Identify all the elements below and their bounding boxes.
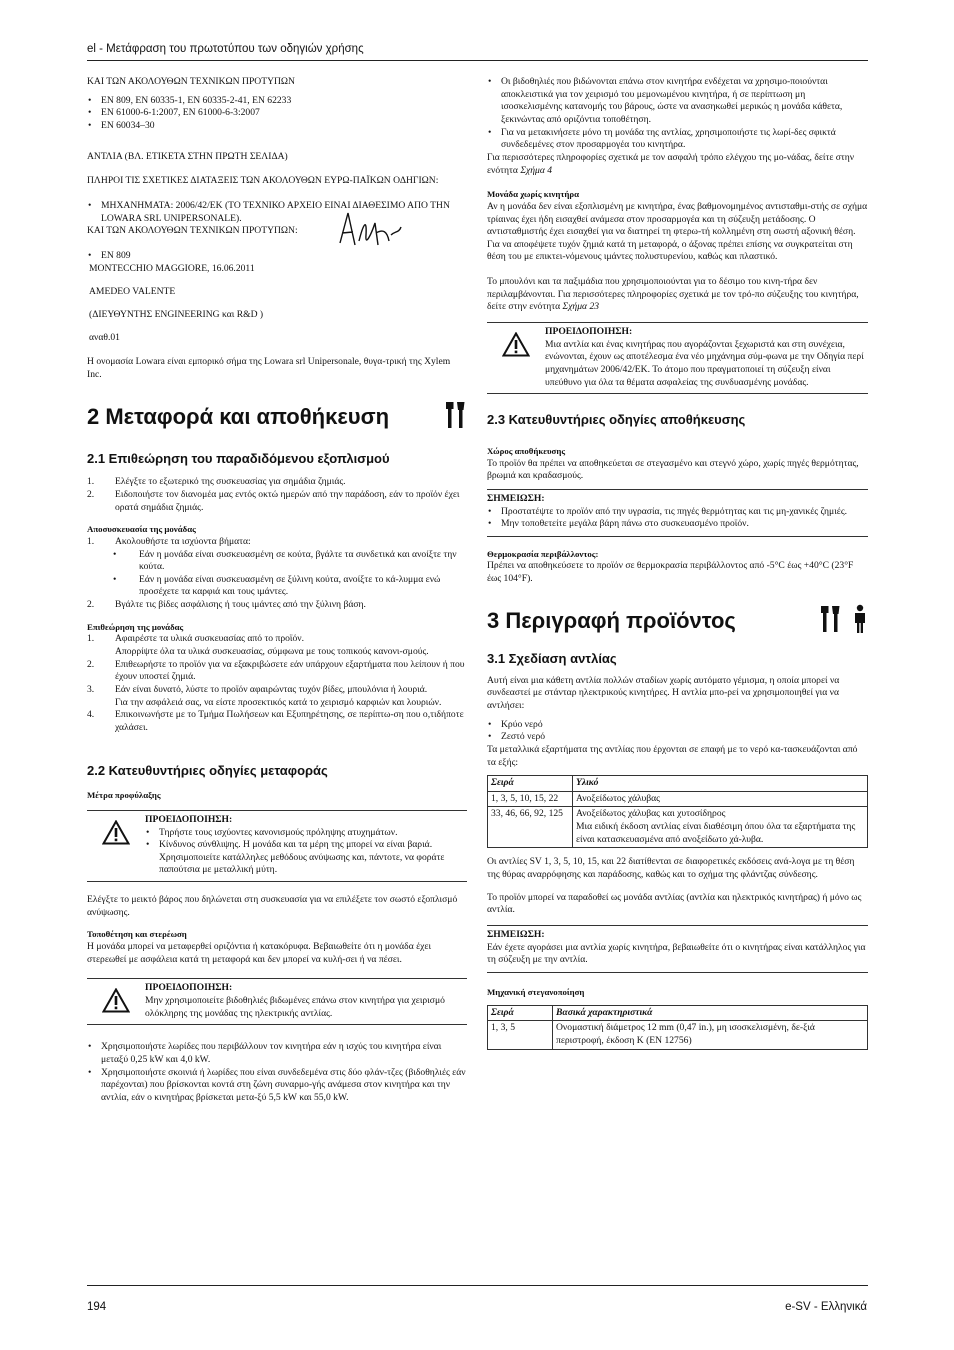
- table-header: Σειρά: [488, 776, 573, 792]
- section-2-2-title: 2.2 Κατευθυντήριες οδηγίες μεταφοράς: [87, 762, 328, 778]
- liquids-list: [487, 719, 868, 744]
- trademark-text: Η ονομασία Lowara είναι εμπορικό σήμα της Lowara srl Unipersonale, θυγα-τρική της Xylem Inc.: [87, 356, 451, 380]
- inspect-steps: [87, 633, 467, 734]
- more-info-text: Για περισσότερες πληροφορίες σχετικά με τον ασφαλή τρόπο ελέγχου της μο-νάδας, δείτε στην ενότητα Σχήμα 4: [487, 151, 855, 176]
- warning-triangle-icon: [87, 814, 145, 877]
- table-cell: 1, 3, 5: [488, 1021, 553, 1049]
- note-callout-2: [487, 925, 868, 973]
- list-item: 2. Ειδοποιήστε τον διανομέα μας εντός οκτώ ημερών από την παράδοση, εάν το προϊόν έχει ορατά σημάδια ζημιάς.: [87, 488, 460, 513]
- list-item: 1. Ακολουθήστε τα ισχύοντα βήματα:: [87, 535, 251, 547]
- signatory-name: AMEDEO VALENTE: [89, 286, 176, 298]
- table-cell: 1, 3, 5, 10, 15, 22: [488, 791, 573, 807]
- table-header: Σειρά: [488, 1005, 553, 1021]
- section-2-1-title: 2.1 Επιθεώρηση του παραδιδόμενου εξοπλισμού: [87, 450, 390, 466]
- list-item: • Κίνδυνος σύνθλιψης. Η μονάδα και τα μέρη της μπορεί να είναι βαριά. Χρησιμοποιείτε κατάλληλες μεθόδους ανύψωσης και, πάντοτε, να φοράτε παπούτσια με μεταλλική μύτη.: [159, 839, 467, 877]
- list-item: 1. Αφαιρέστε τα υλικά συσκευασίας από το προϊόν. Απορρίψτε όλα τα υλικά συσκευασίας, σύμφωνα με τους τοπικούς κανονι-σμούς.: [87, 633, 429, 658]
- metal-parts-text: Τα μεταλλικά εξαρτήματα της αντλίας που έρχονται σε επαφή με το νερό κα-τασκευάζονται από τα εξής:: [487, 743, 858, 768]
- place-date: MONTECCHIO MAGGIORE, 16.06.2011: [89, 262, 255, 274]
- note-text: Εάν έχετε αγοράσει μια αντλία χωρίς κινητήρα, βεβαιωθείτε ότι ο κινητήρας είναι κατάλληλος για τη σύζευξη με την αντλία.: [487, 941, 866, 966]
- delivery-steps: [87, 476, 467, 514]
- revision: αναθ.01: [89, 331, 120, 343]
- warning-title: ΠΡΟΕΙΔΟΠΟΙΗΣΗ:: [145, 982, 233, 994]
- right-column: [487, 76, 868, 1050]
- warning-callout-1: [87, 810, 467, 882]
- storage-text: Το προϊόν θα πρέπει να αποθηκεύεται σε στεγασμένο και στεγνό χώρο, χωρίς πηγές θερμότητας, βρωμιά και κραδασμούς.: [487, 457, 859, 482]
- variants-text: Οι αντλίες SV 1, 3, 5, 10, 15, και 22 διατίθενται σε διαφορετικές εκδόσεις ανά-λογα με τη θέση της θύρας αναρρόφησης και παράδοσης, καθώς και το σχήμα της φλάντζας σύνδεσης.: [487, 856, 855, 881]
- unpack-steps-2: [87, 599, 467, 612]
- wrench-screwdriver-icon: [445, 400, 467, 435]
- lifting-list: [87, 1041, 467, 1104]
- chapter-3-title-text: 3 Περιγραφή προϊόντος: [487, 608, 736, 634]
- lifting-list-cont: [487, 76, 868, 152]
- warning-callout-2: [87, 978, 467, 1025]
- section-2-3-title: 2.3 Κατευθυντήριες οδηγίες αποθήκευσης: [487, 412, 746, 428]
- warning-triangle-icon: [87, 982, 145, 1020]
- list-item: • Χρησιμοποιήστε σκοινιά ή λωρίδες που είναι συνδεδεμένα στις δύο φλάν-τζες (βιδοθηλιές εάν παρέχονται) που βρίσκονται κοντά στη ζώνη συναρμο-γής ανάμεσα στον κινητήρα και την αντλία, εάν ο κινητήρας βρίσκεται μετα-ξύ 5,5 kW και 55,0 kW.: [101, 1067, 467, 1105]
- temperature-heading: Θερμοκρασία περιβάλλοντος:: [487, 548, 599, 559]
- no-motor-heading: Μονάδα χωρίς κινητήρα: [487, 189, 580, 200]
- list-item: • Οι βιδοθηλιές που βιδώνονται επάνω στον κινητήρα ενδέχεται να χρησιμο-ποιούνται αποκλειστικά για τον χειρισμό του μεμονωμένου κινητήρα, ή σε περίπτωση μη ισοσκελισμένης κατανομής του βάρους, ώστε να ανασηκωθεί μερικώς η μονάδα κάθετα, ξεκινώντας από οριζόντια τοποθέτηση.: [501, 76, 868, 127]
- page-header: el - Μετάφραση του πρωτοτύπου των οδηγιών χρήσης: [87, 43, 364, 55]
- materials-table: [487, 775, 868, 848]
- positioning-heading: Τοποθέτηση και στερέωση: [87, 929, 187, 940]
- unpack-steps: [87, 536, 467, 549]
- table-header-row: [488, 776, 868, 792]
- chapter-3-title: [487, 604, 868, 639]
- list-item: • EN 60034–30: [101, 120, 467, 133]
- table-cell: Ανοξείδωτος χάλυβας και χυτοσίδηρος Μια ειδική έκδοση αντλίας είναι διαθέσιμη όπου όλα τα εξαρτήματα της είναι κατασκευασμένα από ανοξείδωτο χά-λυβα.: [573, 807, 868, 848]
- warning-callout-3: [487, 322, 868, 394]
- warning-text: Μια αντλία και ένας κινητήρας που αγοράζονται ξεχωριστά και στη συνέχεια, ενώνονται, έχουν ως αποτέλεσμα ένα νέο μηχάνημα σύμ-φωνα με την Οδηγία περί μηχανημάτων 2006/42/ΕΚ. Το άτομο που πραγματοποιεί τη σύζευξη είναι υπεύθυνο για όλα τα θέματα ασφαλείας της συνδυασμένης μονάδας.: [545, 338, 864, 388]
- list-item: • Κρύο νερό: [501, 719, 868, 732]
- standards-list: [87, 95, 467, 133]
- table-row: [488, 807, 868, 848]
- note-callout-1: [487, 489, 868, 537]
- positioning-text: Η μονάδα μπορεί να μεταφερθεί οριζόντια ή κατακόρυφα. Βεβαιωθείτε ότι η μονάδα έχει στερεωθεί με ασφάλεια κατά τη μεταφορά και δεν μπορεί να κυλή-σει ή να πέσει.: [87, 941, 432, 965]
- table-cell: Ανοξείδωτος χάλυβας: [573, 791, 868, 807]
- table-row: [488, 1021, 868, 1049]
- mechanical-seal-heading: Μηχανική στεγανοποίηση: [487, 987, 585, 998]
- list-item: 4. Επικοινωνήστε με το Τμήμα Πωλήσεων και Εξυπηρέτησης, σε περίπτω-ση που ο,τιδήποτε χαλάσει.: [87, 709, 464, 733]
- directives-intro: ΠΛΗΡΟΙ ΤΙΣ ΣΧΕΤΙΚΕΣ ΔΙΑΤΑΞΕΙΣ ΤΩΝ ΑΚΟΛΟΥΘΩΝ ΕΥΡΩ-ΠΑΪΚΩΝ ΟΔΗΓΙΩΝ:: [87, 175, 439, 187]
- pumps-line: ΑΝΤΛΙΑ (ΒΛ. ΕΤΙΚΕΤΑ ΣΤΗΝ ΠΡΩΤΗ ΣΕΛΙΔΑ): [87, 150, 288, 162]
- seal-table: [487, 1005, 868, 1050]
- signatory-role: (ΔΙΕΥΘΥΝΤΗΣ ENGINEERING και R&D ): [89, 308, 264, 320]
- storage-heading: Χώρος αποθήκευσης: [487, 445, 566, 456]
- list-item: • Τηρήστε τους ισχύοντες κανονισμούς πρόληψης ατυχημάτων.: [159, 827, 467, 840]
- list-item: • EN 809, EN 60335-1, EN 60335-2-41, EN 62233: [101, 95, 467, 108]
- design-text: Αυτή είναι μια κάθετη αντλία πολλών σταδίων χωρίς αυτόματο γέμισμα, η οποία μπορεί να συνδεαστεί με στάνταρ ηλεκτρικούς κινητήρες. Η αντλία μπο-ρεί να χρησιμοποιηθεί για να αντλήσει:: [487, 674, 840, 711]
- table-header: Βασικά χαρακτηριστικά: [553, 1005, 868, 1021]
- warning-list: [145, 827, 467, 878]
- signature-icon: [245, 205, 405, 260]
- note-list: [487, 506, 868, 531]
- precaution-heading: Μέτρα προφύλαξης: [87, 790, 161, 801]
- table-cell: 33, 46, 66, 92, 125: [488, 807, 573, 848]
- note-title: ΣΗΜΕΙΩΣΗ:: [487, 929, 545, 941]
- gross-weight-text: Ελέγξτε το μεικτό βάρος που δηλώνεται στη συσκευασία για να επιλέξετε τον σωστό εξοπλισμό ανύψωσης.: [87, 894, 458, 918]
- supply-text: Το προϊόν μπορεί να παραδοθεί ως μονάδα αντλίας (αντλία και ηλεκτρικός κινητήρας) ή μόνο ως αντλία.: [487, 891, 862, 916]
- list-item: • Εάν η μονάδα είναι συσκευασμένη σε ξύλινη κούτα, ανοίξτε το κά-λυμμα ενώ προσέχετε τα καρφιά και τους ιμάντες.: [139, 574, 467, 599]
- unpack-heading: Αποσυσκευασία της μονάδας: [87, 524, 196, 535]
- list-item: 2. Επιθεωρήστε το προϊόν για να εξακριβώσετε εάν υπάρχουν εξαρτήματα που λείπουν ή που έχουν υποστεί ζημιά.: [87, 658, 465, 683]
- header-rule: [87, 60, 868, 61]
- bolts-text: Το μπουλόνι και τα παξιμάδια που χρησιμοποιούνται για το δέσιμο του κινη-τήρα δεν περιλαμβάνονται. Για περισσότερες πληροφορίες σχετικά με τον τρό-πο σύζευξης του κινητήρα, δείτε στην ενότητα Σχήμα 23: [487, 276, 859, 313]
- inspect-heading: Επιθεώρηση της μονάδας: [87, 621, 184, 632]
- figure-reference: Σχήμα 4: [520, 164, 553, 176]
- list-item: • EN 809: [101, 250, 467, 263]
- section-3-1-title: 3.1 Σχεδίαση αντλίας: [487, 650, 617, 666]
- warning-title: ΠΡΟΕΙΔΟΠΟΙΗΣΗ:: [545, 326, 633, 338]
- list-item: • Χρησιμοποιήστε λωρίδες που περιβάλλουν τον κινητήρα εάν η ισχύς του κινητήρα είναι μεταξύ 0,25 kW και 4,0 kW.: [101, 1041, 467, 1066]
- list-item: 1. Ελέγξτε το εξωτερικό της συσκευασίας για σημάδια ζημιάς.: [87, 476, 346, 488]
- temperature-text: Πρέπει να αποθηκεύσετε το προϊόν σε θερμοκρασία περιβάλλοντος από -5°C έως +40°C (23°F έως 104°F).: [487, 560, 854, 585]
- footer-title: e-SV - Ελληνικά: [785, 1301, 867, 1313]
- table-row: [488, 791, 868, 807]
- note-title: ΣΗΜΕΙΩΣΗ:: [487, 492, 545, 504]
- table-header: Υλικό: [573, 776, 868, 792]
- chapter-2-title: [87, 400, 467, 435]
- list-item: • ΜΗΧΑΝΗΜΑΤΑ: 2006/42/ΕΚ (ΤΟ ΤΕΧΝΙΚΟ ΑΡΧΕΙΟ ΕΙΝΑΙ ΔΙΑΘΕΣΙΜΟ ΑΠΟ ΤΗΝ LOWARA SRL UNIPERSONALE).: [101, 200, 467, 225]
- unpack-substeps: [87, 549, 467, 600]
- list-item: • EN 61000-6-1:2007, EN 61000-6-3:2007: [101, 107, 467, 120]
- wrench-screwdriver-icon: [820, 604, 842, 639]
- table-cell: Ονομαστική διάμετρος 12 mm (0,47 in.), μη ισοσκελισμένη, δε-ξιά περιστροφή, έκδοση K (EN 12756): [553, 1021, 868, 1049]
- figure-reference: Σχήμα 23: [562, 301, 600, 313]
- no-motor-text: Αν η μονάδα δεν είναι εξοπλισμένη με κινητήρα, ένας βαθμονομημένος αντισταθμι-στής σε σχήμα τρίαινας έχει ήδη εισαχθεί ανάμεσα στον προσαρμογέα και τη σύζευξη μετάδοσης. Ο αντισταθμιστής έχει εισαχθεί για να διατηρεί τη φτερω-τή κολλημένη στη σωστή αξονική θέση. Για να αποφέψετε τυχόν ζημιά κατά τη μεταφορά, ο άξονας πρέπει επίσης να συγκρατείται στη θέση του με επικτει-νόμενους ιμάντες πολυστυρενίου, καθώς και πλαστικό.: [487, 200, 868, 263]
- standards-intro-2: ΚΑΙ ΤΩΝ ΑΚΟΛΟΥΘΩΝ ΤΕΧΝΙΚΩΝ ΠΡΟΤΥΠΩΝ:: [87, 225, 298, 237]
- list-item: • Μην τοποθετείτε μεγάλα βάρη πάνω στο συσκευασμένο προϊόν.: [501, 518, 868, 531]
- list-item: 2. Βγάλτε τις βίδες ασφάλισης ή τους ιμάντες από την ξύλινη βάση.: [87, 599, 366, 611]
- warning-text: Μην χρησιμοποιείτε βιδοθηλιές βιδωμένες επάνω στον κινητήρα για χειρισμό ολόκληρης της μονάδας της ηλεκτρικής αντλίας.: [145, 995, 445, 1019]
- chapter-2-title-text: 2 Μεταφορά και αποθήκευση: [87, 404, 390, 429]
- list-item: 3. Εάν είναι δυνατό, λύστε το προϊόν αφαιρώντας τυχόν βίδες, μπουλόνια ή λουριά. Για την ασφάλειά σας, να είστε προσεκτικός κατά το χειρισμό καρφιών και λουριών.: [87, 684, 442, 708]
- list-item: • Προστατέψτε το προϊόν από την υγρασία, τις πηγές θερμότητας και τις μη-χανικές ζημιές.: [501, 506, 868, 519]
- list-item: • Εάν η μονάδα είναι συσκευασμένη σε κούτα, βγάλτε τα συνδετικά και ανοίξτε την κούτα.: [139, 549, 467, 574]
- standards-intro: ΚΑΙ ΤΩΝ ΑΚΟΛΟΥΘΩΝ ΤΕΧΝΙΚΩΝ ΠΡΟΤΥΠΩΝ: [87, 76, 295, 87]
- footer-rule: [87, 1285, 868, 1286]
- warning-title: ΠΡΟΕΙΔΟΠΟΙΗΣΗ:: [145, 813, 233, 825]
- warning-triangle-icon: [487, 326, 545, 389]
- page-number: 194: [87, 1301, 107, 1313]
- person-icon: [852, 604, 868, 639]
- list-item: • Για να μετακινήσετε μόνο τη μονάδα της αντλίας, χρησιμοποιήστε τις λωρί-δες σφικτά συνδεδεμένες στον προσαρμογέα του κινητήρα.: [501, 127, 868, 152]
- list-item: • Ζεστό νερό: [501, 731, 868, 744]
- table-header-row: [488, 1005, 868, 1021]
